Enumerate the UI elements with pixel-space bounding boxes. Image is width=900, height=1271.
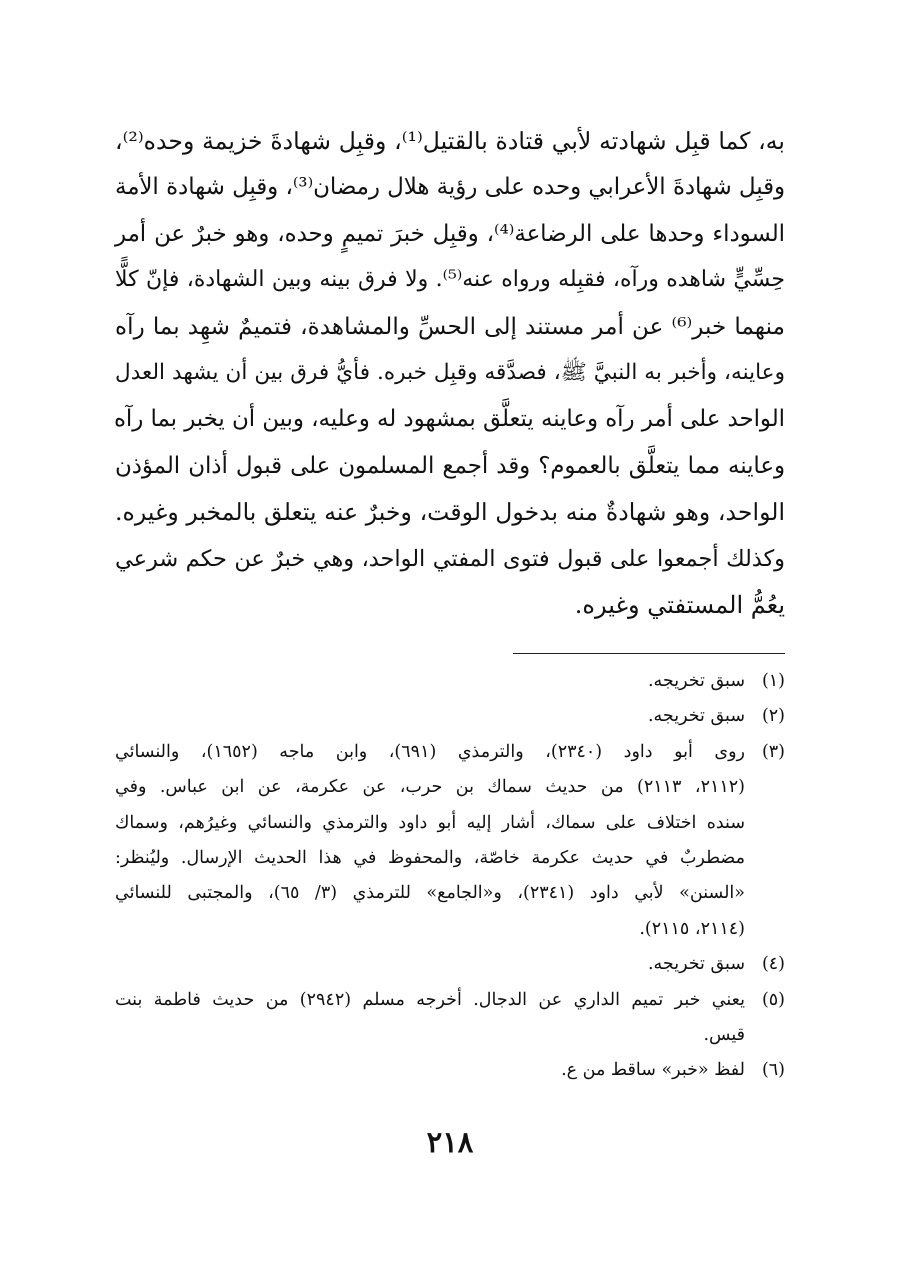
footnote-line: قيس. [703,1024,745,1045]
footnote-line: مضطربٌ في حديث عكرمة خاصّة، والمحفوظ في هذا الحديث الإرسال. وليُنظر: [115,847,745,868]
text-line: الواحد على أمر رآه وعاينه يتعلَّق بمشهود له وعليه، وبين أن يخبر بما رآه [113,406,785,433]
footnotes [115,664,785,1089]
footnote [115,664,785,699]
footnote-line: سبق تخريجه. [647,706,745,727]
footnote-line: «السنن» لأبي داود (٢٣٤١)، و«الجامع» للترمذي (٣/ ٦٥)، والمجتبى للنسائي [115,883,745,904]
text-line: يعُمُّ المستفتي وغيره. [574,590,785,619]
footnote-line: سنده اختلاف على سماك، أشار إليه أبو داود والترمذي والنسائي وغيرُهم، وسماك [115,812,745,833]
text-line: منهما خبر⁽⁶⁾ عن أمر مستند إلى الحسِّ والمشاهدة، فتميمٌ شهِد بما رآه [115,312,785,340]
footnote [115,699,785,734]
page-number: ٢١٨ [426,1125,474,1159]
main-text [115,118,785,628]
text-line: حِسِّيٍّ شاهده ورآه، فقبِله ورواه عنه⁽⁵⁾. ولا فرق بينه وبين الشهادة، فإنّ كلًّا [115,267,785,293]
text-line: الواحد، وهو شهادةٌ منه بدخول الوقت، وخبرٌ عنه يتعلق بالمخبر وغيره. [115,498,785,527]
text-line: به، كما قبِل شهادته لأبي قتادة بالقتيل⁽¹⁾، وقبِل شهادةَ خزيمة وحده⁽²⁾، [115,127,786,155]
footnote-line: لفظ «خبر» ساقط من ع. [561,1060,745,1081]
footnote [115,1053,785,1088]
footnote [115,983,785,1054]
footnote-number: (٤) [761,954,785,975]
footnote-separator [513,653,785,654]
footnote-line: (٢١١٢، ٢١١٣) من حديث سماك بن حرب، عن عكرمة، عن ابن عباس. وفي [115,777,745,798]
footnote-line: روى أبو داود (٢٣٤٠)، والترمذي (٦٩١)، وابن ماجه (١٦٥٢)، والنسائي [115,741,745,762]
footnote-number: (٢) [761,706,785,727]
text-line: وعاينه، وأخبر به النبيَّ ﷺ، فصدَّقه وقبِل خبره. فأيُّ فرق بين أن يشهد العدل [115,359,785,385]
text-line: السوداء وحدها على الرضاعة⁽⁴⁾، وقبِل خبرَ تميمٍ وحده، وهو خبرٌ عن أمر [115,220,785,247]
footnote-number: (٦) [761,1060,785,1081]
text-line: وكذلك أجمعوا على قبول فتوى المفتي الواحد، وهي خبرٌ عن حكم شرعي [115,545,785,572]
text-line: وعاينه مما يتعلَّق بالعموم؟ وقد أجمع المسلمون على قبول أذان المؤذن [115,452,785,479]
footnote-line: (٢١١٤، ٢١١٥). [639,918,745,939]
footnote [115,947,785,982]
footnote-number: (٣) [761,741,785,762]
footnote-line: يعني خبر تميم الداري عن الدجال. أخرجه مسلم (٢٩٤٢) من حديث فاطمة بنت [115,989,745,1010]
text-line: وقبِل شهادةَ الأعرابي وحده على رؤية هلال رمضان⁽³⁾، وقبِل شهادة الأمة [115,174,785,201]
footnote-number: (٥) [761,989,785,1010]
footnote-line: سبق تخريجه. [647,671,745,691]
footnote-line: سبق تخريجه. [647,954,745,975]
footnote [115,735,785,947]
footnote-number: (١) [761,671,785,691]
